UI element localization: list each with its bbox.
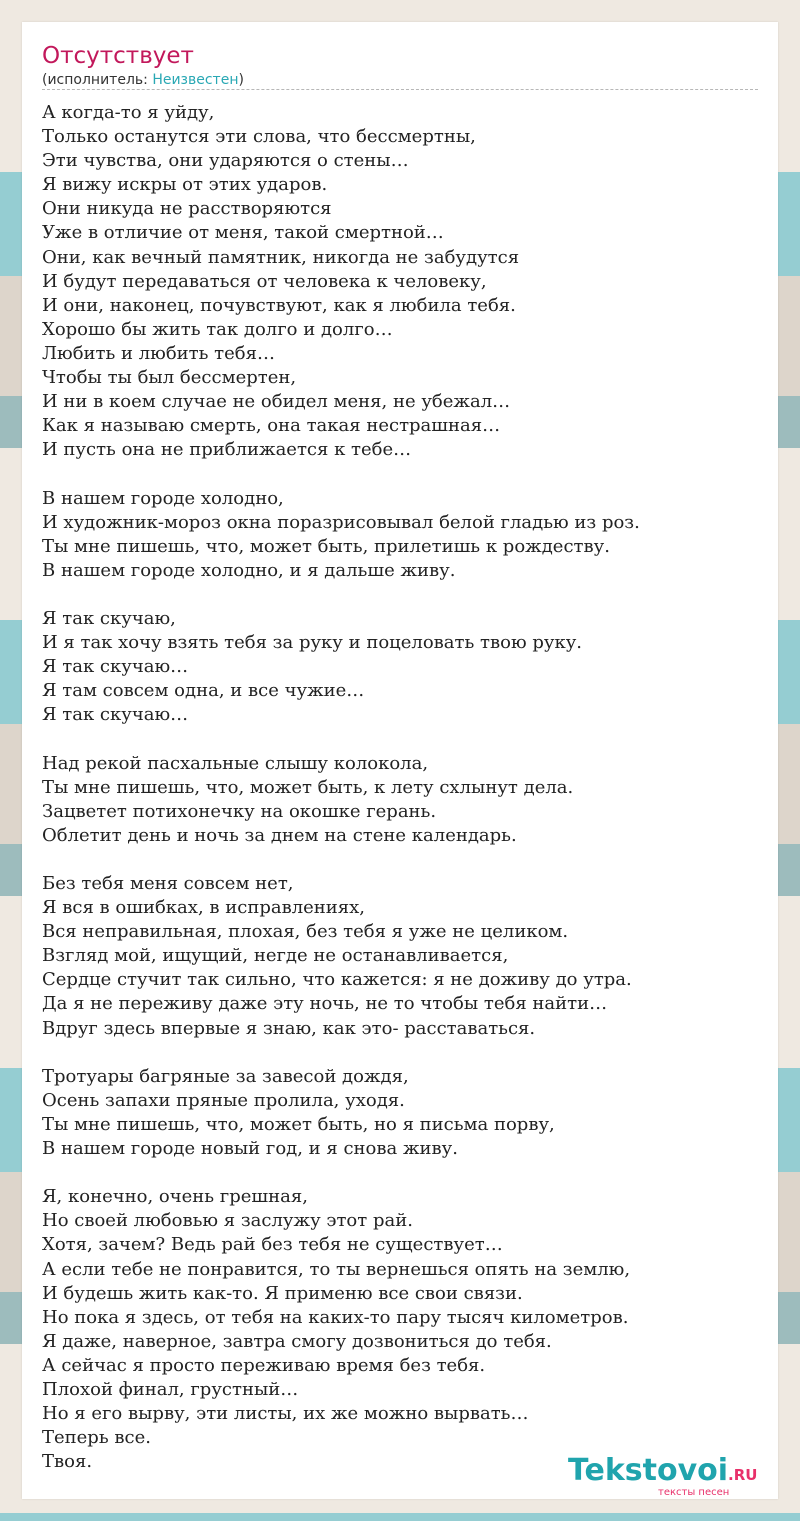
title-divider: [42, 89, 758, 90]
song-title: Отсутствует: [42, 43, 194, 69]
logo-name: Tekstovoi: [568, 1453, 729, 1488]
logo-tagline: тексты песен: [658, 1487, 730, 1498]
performer-link[interactable]: Неизвестен: [152, 72, 239, 88]
performer-line: [42, 71, 244, 89]
performer-suffix: ): [238, 72, 244, 88]
site-logo[interactable]: [568, 1454, 778, 1500]
lyrics-text: А когда-то я уйду, Только останутся эти слова, что бессмертны, Эти чувства, они ударяются о стены… Я вижу искры от этих ударов. Они никуда не расстворяются Уже в отличие от меня, такой смертной… Они, как вечный памятник, никогда не забудутся И будут передаваться от человека к человеку, И они, наконец, почувствуют, как я любила тебя. Хорошо бы жить так долго и долго… Любить и любить тебя… Чтобы ты был бессмертен, И ни в коем случае не обидел меня, не убежал… Как я называю смерть, она такая нестрашная… И пусть она не приближается к тебе… В нашем городе холодно, И художник-мороз окна поразрисовывал белой гладью из роз. Ты мне пишешь, что, может быть, прилетишь к рождеству. В нашем городе холодно, и я дальше живу. Я так скучаю, И я так хочу взять тебя за руку и поцеловать твою руку. Я так скучаю… Я там совсем одна, и все чужие… Я так скучаю… Над рекой пасхальные слышу колокола, Ты мне пишешь, что, может быть, к лету схлынут дела. Зацветет потихонечку на окошке герань. Облетит день и ночь за днем на стене календарь. Без тебя меня совсем нет, Я вся в ошибках, в исправлениях, Вся неправильная, плохая, без тебя я уже не целиком. Взгляд мой, ищущий, негде не останавливается, Сердце стучит так сильно, что кажется: я не доживу до утра. Да я не переживу даже эту ночь, не то чтобы тебя найти… Вдруг здесь впервые я знаю, как это- расставаться. Тротуары багряные за завесой дождя, Осень запахи пряные пролила, уходя. Ты мне пишешь, что, может быть, но я письма порву, В нашем городе новый год, и я снова живу. Я, конечно, очень грешная, Но своей любовью я заслужу этот рай. Хотя, зачем? Ведь рай без тебя не существует… А если тебе не понравится, то ты вернешься опять на землю, И будешь жить как-то. Я применю все свои связи. Но пока я здесь, от тебя на каких-то пару тысяч километров. Я даже, наверное, завтра смогу дозвониться до тебя. А сейчас я просто переживаю время без тебя. Плохой финал, грустный… Но я его вырву, эти листы, их же можно вырвать… Теперь все. Твоя.: [42, 102, 640, 1473]
lyrics-card: [22, 22, 778, 1499]
logo-tld: .RU: [728, 1466, 758, 1484]
performer-prefix: (исполнитель:: [42, 72, 153, 88]
